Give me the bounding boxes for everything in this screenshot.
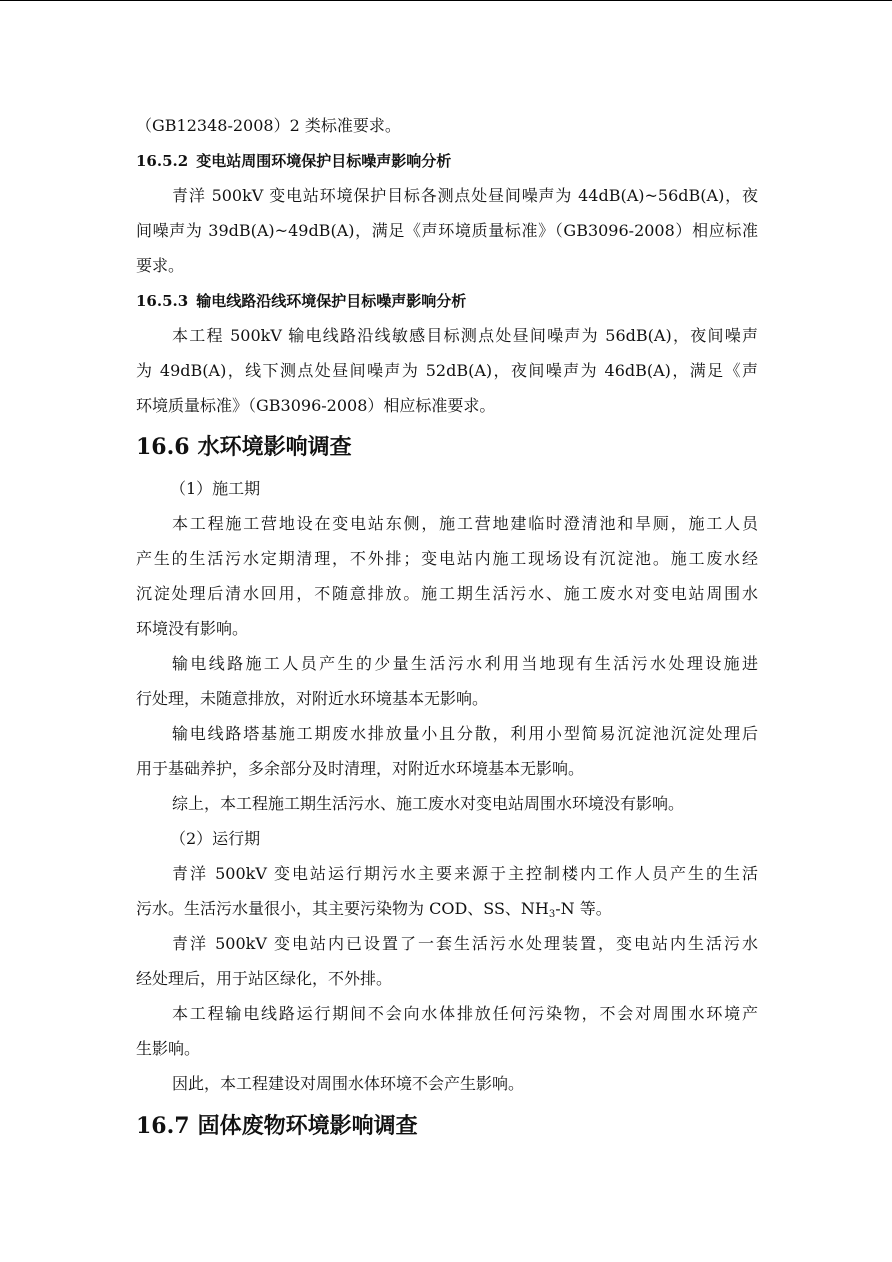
text-run: 污水。生活污水量很小，其主要污染物为 COD、SS、NH: [136, 899, 549, 918]
list-item-construction-period: （1）施工期: [170, 479, 261, 498]
continuation-line: （GB12348-2008）2 类标准要求。: [136, 116, 401, 135]
paragraph-line: 本工程 500kV 输电线路沿线敏感目标测点处昼间噪声为 56dB(A)，夜间噪声: [172, 326, 758, 345]
heading-number: 16.6: [136, 434, 190, 460]
heading-title: 输电线路沿线环境保护目标噪声影响分析: [196, 292, 467, 310]
heading-title: 变电站周围环境保护目标噪声影响分析: [196, 152, 452, 170]
paragraph-line: 青洋 500kV 变电站环境保护目标各测点处昼间噪声为 44dB(A)~56dB(A)，夜: [172, 186, 758, 205]
paragraph-line: 产生的生活污水定期清理，不外排；变电站内施工现场设有沉淀池。施工废水经: [136, 549, 758, 568]
heading-16-7: [136, 1110, 418, 1142]
paragraph-line: 青洋 500kV 变电站运行期污水主要来源于主控制楼内工作人员产生的生活: [172, 864, 758, 883]
paragraph-line: 环境质量标准》（GB3096-2008）相应标准要求。: [136, 396, 496, 415]
subscript: 3: [548, 909, 556, 920]
paragraph-line: 要求。: [136, 256, 185, 275]
text-run: -N 等。: [555, 899, 612, 918]
paragraph-line: 输电线路施工人员产生的少量生活污水利用当地现有生活污水处理设施进: [172, 654, 758, 673]
heading-title: 水环境影响调查: [197, 434, 352, 460]
heading-number: 16.5.3: [136, 292, 189, 310]
paragraph-line: 生影响。: [136, 1039, 201, 1058]
heading-16-6: [136, 431, 352, 463]
paragraph-line: 本工程施工营地设在变电站东侧，施工营地建临时澄清池和旱厕，施工人员: [172, 514, 758, 533]
paragraph-line: 环境没有影响。: [136, 619, 249, 638]
heading-title: 固体废物环境影响调查: [197, 1113, 418, 1139]
paragraph-line: 青洋 500kV 变电站内已设置了一套生活污水处理装置，变电站内生活污水: [172, 934, 758, 953]
heading-16-5-3: [136, 289, 466, 313]
paragraph-line: 输电线路塔基施工期废水排放量小且分散，利用小型简易沉淀池沉淀处理后: [172, 724, 758, 743]
paragraph-line: 用于基础养护，多余部分及时清理，对附近水环境基本无影响。: [136, 759, 585, 778]
paragraph-line: 间噪声为 39dB(A)~49dB(A)，满足《声环境质量标准》（GB3096-2008）相应标准: [136, 221, 758, 240]
heading-number: 16.5.2: [136, 152, 189, 170]
paragraph-line: 行处理，未随意排放，对附近水环境基本无影响。: [136, 689, 489, 708]
heading-16-5-2: [136, 149, 451, 173]
paragraph-line: [136, 897, 758, 921]
heading-number: 16.7: [136, 1113, 190, 1139]
paragraph-line: 本工程输电线路运行期间不会向水体排放任何污染物，不会对周围水环境产: [172, 1004, 758, 1023]
list-item-operation-period: （2）运行期: [170, 829, 261, 848]
paragraph-line: 因此，本工程建设对周围水体环境不会产生影响。: [172, 1074, 525, 1093]
paragraph-line: 经处理后，用于站区绿化，不外排。: [136, 969, 393, 988]
paragraph-line: 为 49dB(A)，线下测点处昼间噪声为 52dB(A)，夜间噪声为 46dB(A)，满足《声: [136, 361, 758, 380]
page-top-border: [0, 0, 892, 1]
paragraph-line: 沉淀处理后清水回用，不随意排放。施工期生活污水、施工废水对变电站周围水: [136, 584, 758, 603]
paragraph-line: 综上，本工程施工期生活污水、施工废水对变电站周围水环境没有影响。: [172, 794, 685, 813]
